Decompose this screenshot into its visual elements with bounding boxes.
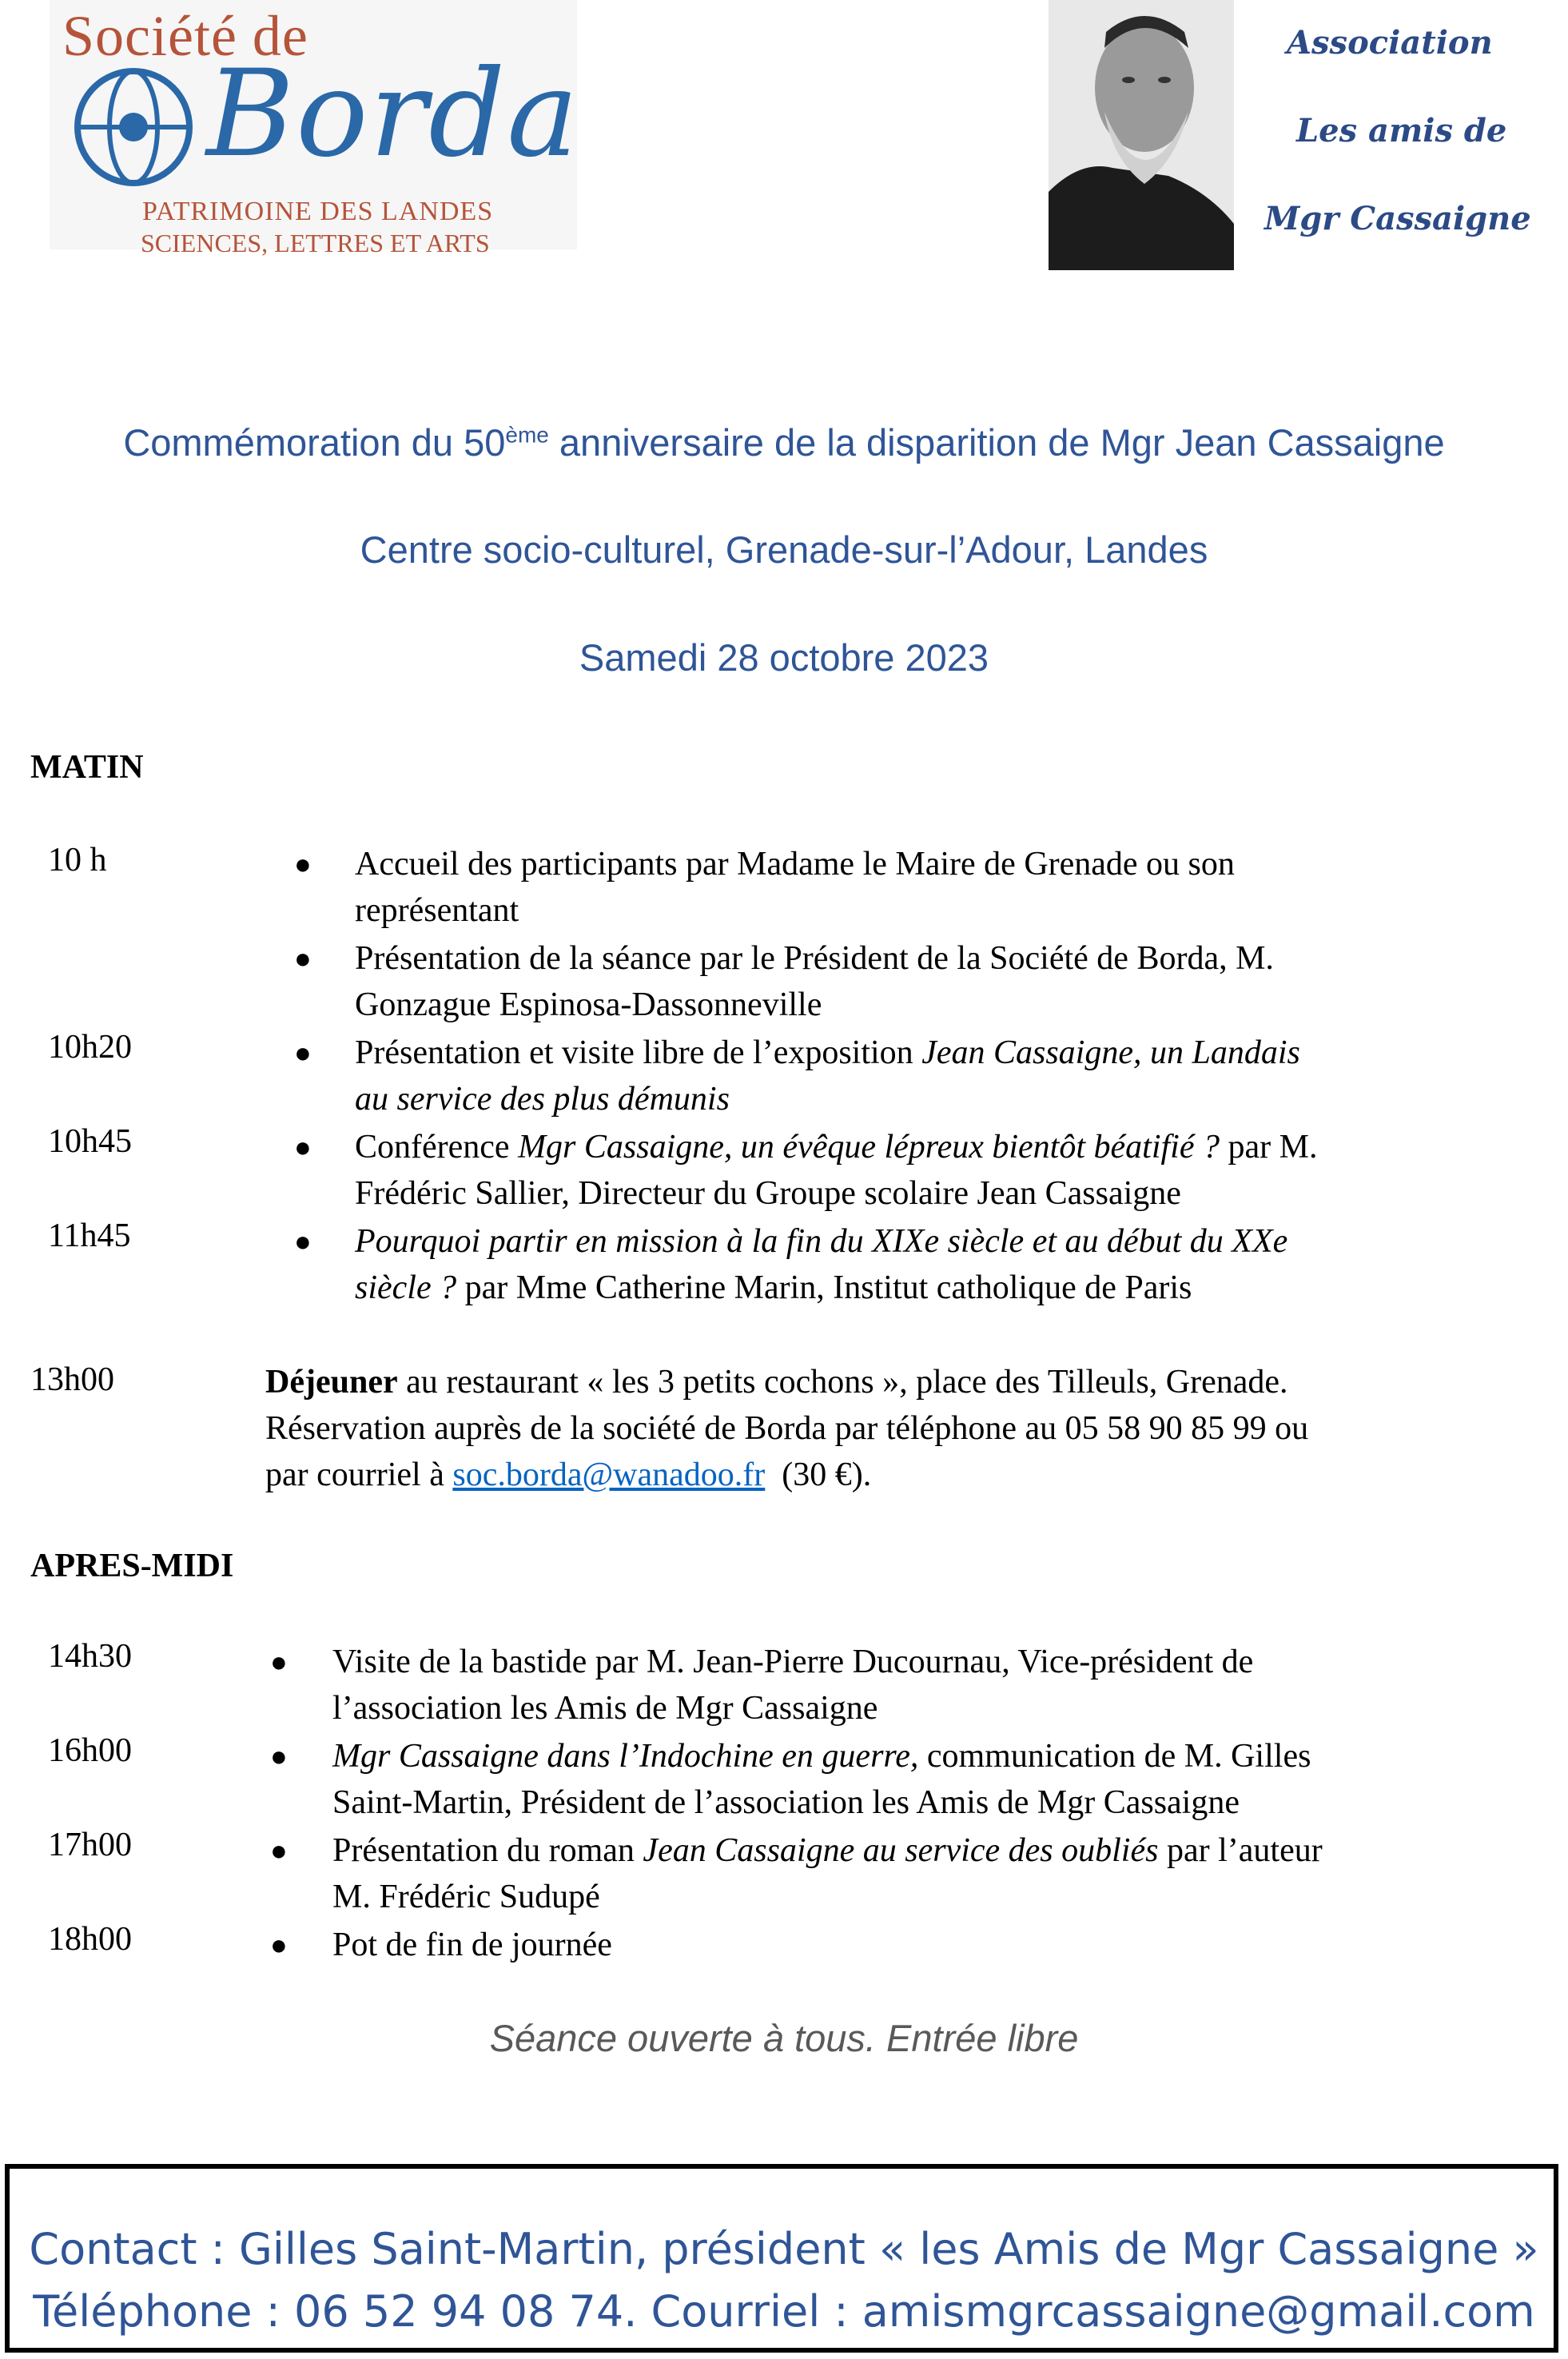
item-text: Présentation du roman [332,1832,643,1869]
item-line [355,1030,1300,1076]
item-text: (30 €). [765,1456,872,1493]
email-link[interactable]: soc.borda@wanadoo.fr [452,1456,766,1493]
bullet-icon: ● [294,1225,312,1257]
schedule-item [332,1733,1311,1826]
bullet-icon: ● [294,1037,312,1069]
item-text: par Mme Catherine Marin, Institut catholique de Paris [456,1269,1192,1306]
bullet-icon: ● [294,848,312,880]
schedule-item [332,1922,612,1968]
bullet-icon: ● [270,1740,288,1772]
borda-logo-line1: Société de [62,4,308,68]
schedule-item [332,1639,1253,1731]
item-title: Jean Cassaigne au service des oubliés [643,1832,1159,1869]
schedule-item [355,1218,1287,1311]
item-text: communication de M. Gilles [918,1738,1311,1775]
item-line [332,1827,1323,1874]
time-label: 10h20 [48,1029,132,1066]
item-title: Jean Cassaigne, un Landais [921,1034,1300,1071]
schedule-item [355,1124,1317,1217]
bullet-icon: ● [270,1929,288,1961]
association-logo-line3: Mgr Cassaigne [1264,200,1531,237]
item-line: Présentation de la séance par le Président de la Société de Borda, M. [355,940,1274,977]
association-logo-line2: Les amis de [1296,112,1507,149]
time-label: 18h00 [48,1921,132,1958]
item-text: Présentation et visite libre de l’exposition [355,1034,922,1071]
contact-line2: Téléphone : 06 52 94 08 74. Courriel : amismgrcassaigne@gmail.com [33,2286,1535,2337]
portrait-photo [1049,0,1234,270]
item-line: l’association les Amis de Mgr Cassaigne [332,1690,878,1727]
item-title: siècle ? [355,1269,457,1306]
item-line: Saint-Martin, Président de l’association les Amis de Mgr Cassaigne [332,1784,1240,1821]
borda-logo-subtitle1: PATRIMOINE DES LANDES [142,197,494,226]
borda-logo-subtitle2: SCIENCES, LETTRES ET ARTS [141,229,490,257]
title-superscript: ème [505,422,549,448]
page-title [0,420,1568,464]
item-line: M. Frédéric Sudupé [332,1879,600,1915]
item-line [332,1733,1311,1779]
association-logo-line1: Association [1287,24,1493,62]
item-line: Réservation auprès de la société de Borda par téléphone au 05 58 90 85 99 ou [265,1410,1309,1447]
item-line: représentant [355,892,519,929]
item-line: Accueil des participants par Madame le Maire de Grenade ou son [355,846,1235,883]
section-heading-morning: MATIN [30,749,144,786]
borda-logo-line2: Borda [206,45,580,184]
time-label: 16h00 [48,1732,132,1769]
item-title: Pourquoi partir en mission à la fin du XIXe siècle et au début du XXe [355,1223,1288,1260]
item-line: Pot de fin de journée [332,1927,612,1963]
lunch-info [265,1359,1544,1498]
time-label: 14h30 [48,1638,132,1675]
item-title: au service des plus démunis [355,1081,730,1118]
bullet-icon: ● [270,1835,288,1867]
contact-line1: Contact : Gilles Saint-Martin, président « les Amis de Mgr Cassaigne » [29,2224,1539,2274]
schedule-item [355,935,1274,1028]
item-line [265,1452,1544,1498]
item-line [355,1076,1300,1122]
item-line: Visite de la bastide par M. Jean-Pierre Ducournau, Vice-président de [332,1644,1254,1680]
item-text: Conférence [355,1129,519,1166]
bullet-icon: ● [294,942,312,974]
globe-icon [66,59,201,195]
time-label: 10 h [48,842,107,879]
item-line [355,1218,1287,1265]
time-label: 11h45 [48,1217,131,1254]
schedule-item [332,1827,1323,1920]
lunch-label: Déjeuner [265,1364,398,1401]
item-title: Mgr Cassaigne, un évêque lépreux bientôt béatifié ? [518,1129,1220,1166]
item-line: Gonzague Espinosa-Dassonneville [355,986,822,1023]
time-label: 13h00 [30,1361,114,1398]
item-text: par courriel à [265,1456,453,1493]
schedule-item [355,1030,1300,1122]
item-text: par M. [1219,1129,1318,1166]
item-title: Mgr Cassaigne dans l’Indochine en guerre, [332,1738,919,1775]
item-line: Frédéric Sallier, Directeur du Groupe scolaire Jean Cassaigne [355,1175,1181,1212]
item-line [355,1124,1317,1170]
time-label: 10h45 [48,1123,132,1160]
section-heading-afternoon: APRES-MIDI [30,1548,234,1584]
title-text-2: anniversaire de la disparition de Mgr Jean Cassaigne [548,421,1445,464]
item-text: au restaurant « les 3 petits cochons », place des Tilleuls, Grenade. [397,1364,1288,1401]
schedule-item [355,841,1235,934]
bullet-icon: ● [270,1646,288,1678]
item-text: par l’auteur [1158,1832,1323,1869]
event-location: Centre socio-culturel, Grenade-sur-l’Adour, Landes [360,528,1208,571]
title-text-1: Commémoration du 50 [123,421,506,464]
closing-note: Séance ouverte à tous. Entrée libre [489,2017,1079,2059]
time-label: 17h00 [48,1827,132,1863]
item-line [265,1359,1544,1405]
bullet-icon: ● [294,1131,312,1163]
event-date: Samedi 28 octobre 2023 [579,636,989,679]
item-line [355,1265,1287,1311]
